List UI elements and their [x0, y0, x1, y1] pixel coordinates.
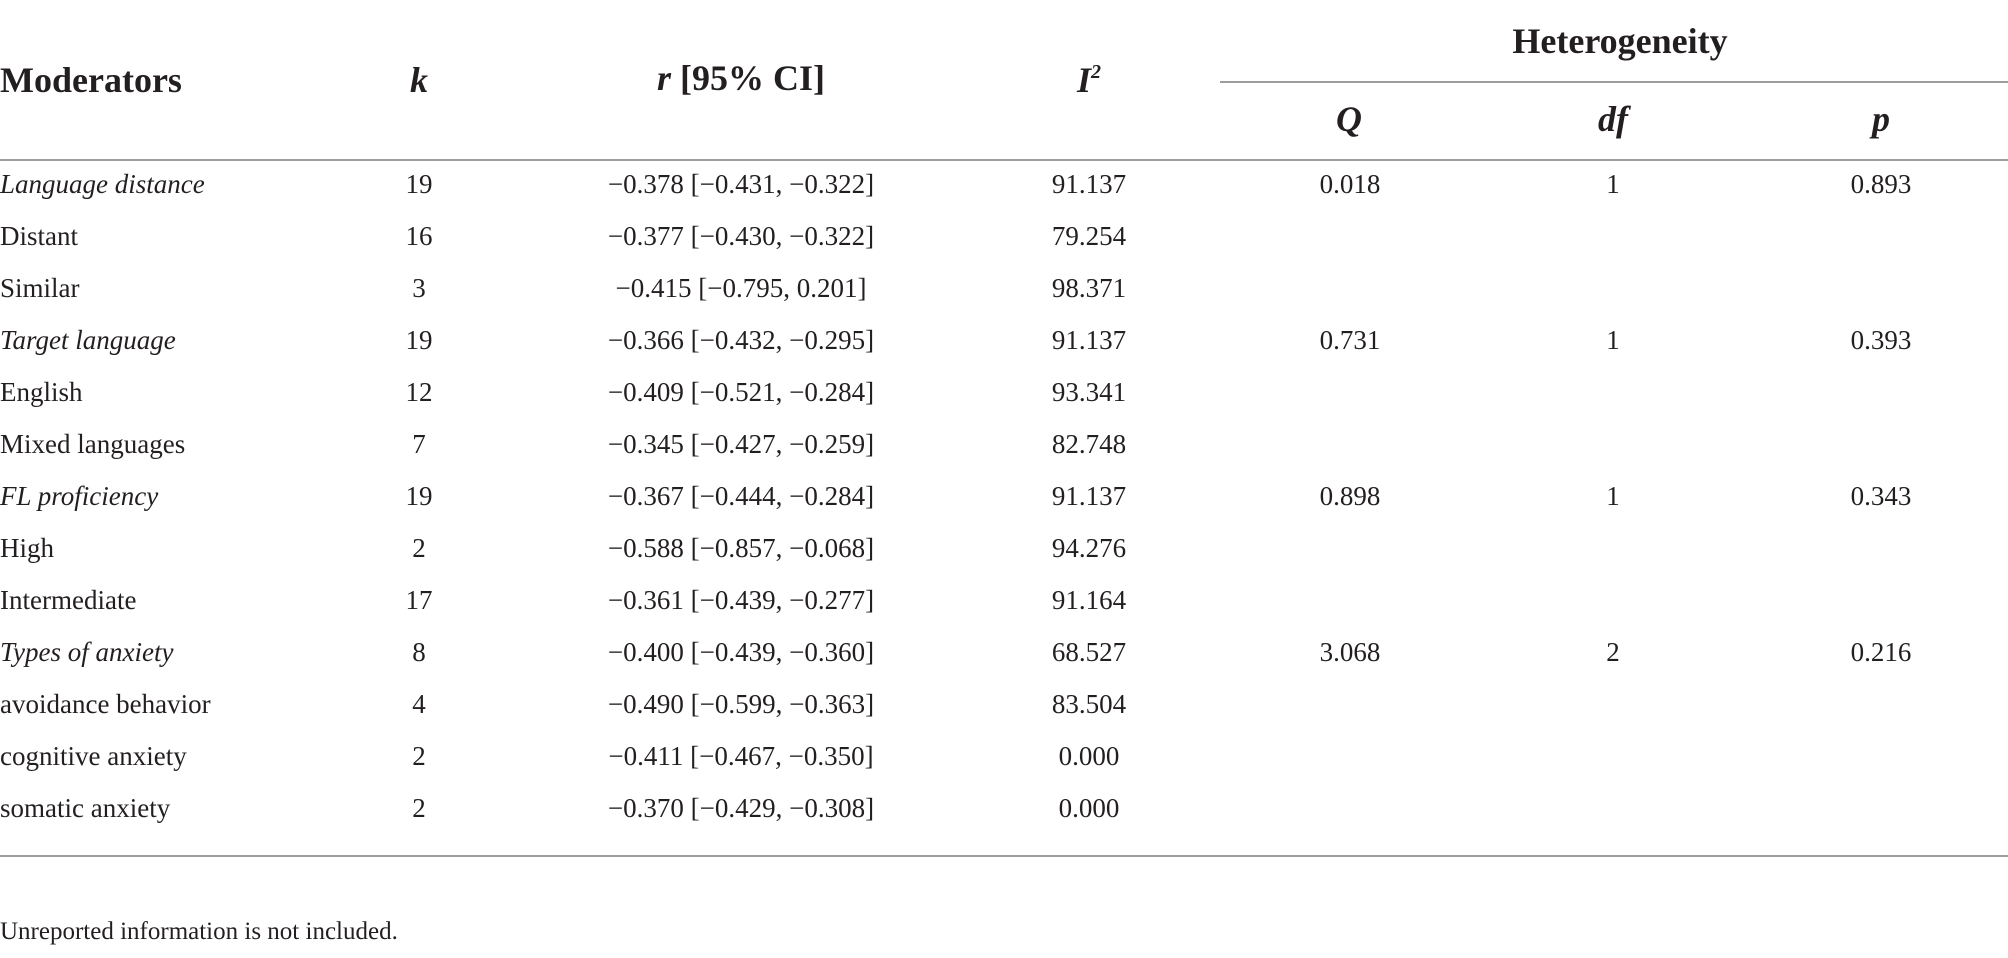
i2-cell: 91.137: [1051, 169, 1127, 199]
table-row: [0, 587, 2008, 639]
r-ci-cell: −0.361 [−0.439, −0.277]: [607, 585, 875, 615]
table-row: [0, 171, 2008, 223]
moderator-cell: Similar: [0, 273, 80, 303]
header-k-label: k: [410, 60, 428, 100]
header-moderators: Moderators: [0, 60, 182, 100]
table-row: [0, 379, 2008, 431]
header-i2: [1077, 62, 1101, 98]
i2-cell: 91.137: [1051, 481, 1127, 511]
k-cell: 19: [405, 481, 433, 511]
table-row: [0, 743, 2008, 795]
i2-cell: 83.504: [1051, 689, 1127, 719]
r-ci-cell: −0.378 [−0.431, −0.322]: [607, 169, 875, 199]
k-cell: 16: [405, 221, 433, 251]
k-cell: 17: [405, 585, 433, 615]
bottom-rule: [0, 855, 2008, 857]
r-ci-cell: −0.588 [−0.857, −0.068]: [607, 533, 875, 563]
table-row: [0, 639, 2008, 691]
r-ci-cell: −0.400 [−0.439, −0.360]: [607, 637, 875, 667]
table-row: [0, 483, 2008, 535]
k-cell: 2: [412, 533, 426, 563]
k-cell: 19: [405, 325, 433, 355]
k-cell: 3: [412, 273, 426, 303]
i2-cell: 0.000: [1058, 793, 1120, 823]
header-q: [1336, 101, 1362, 137]
k-cell: 7: [412, 429, 426, 459]
header-i2-label: I: [1076, 60, 1092, 100]
i2-cell: 0.000: [1058, 741, 1120, 771]
r-ci-cell: −0.367 [−0.444, −0.284]: [607, 481, 875, 511]
i2-cell: 68.527: [1051, 637, 1127, 667]
moderator-cell: Distant: [0, 221, 78, 251]
moderator-cell: High: [0, 533, 54, 563]
moderator-cell: Language distance: [0, 169, 205, 199]
header-heterogeneity: Heterogeneity: [1512, 21, 1728, 61]
heterogeneity-underline: [1220, 81, 2008, 83]
r-ci-cell: −0.366 [−0.432, −0.295]: [607, 325, 875, 355]
p-cell: 0.343: [1850, 481, 1912, 511]
k-cell: 19: [405, 169, 433, 199]
r-ci-cell: −0.370 [−0.429, −0.308]: [607, 793, 875, 823]
table-row: [0, 431, 2008, 483]
header-rule: [0, 159, 2008, 161]
r-ci-cell: −0.377 [−0.430, −0.322]: [607, 221, 875, 251]
header-k: [410, 62, 428, 98]
q-cell: 0.898: [1319, 481, 1381, 511]
i2-cell: 79.254: [1051, 221, 1127, 251]
df-cell: 1: [1606, 169, 1620, 199]
i2-cell: 94.276: [1051, 533, 1127, 563]
k-cell: 2: [412, 793, 426, 823]
q-cell: 0.731: [1319, 325, 1381, 355]
header-df-label: df: [1598, 99, 1628, 139]
k-cell: 8: [412, 637, 426, 667]
i2-cell: 91.137: [1051, 325, 1127, 355]
k-cell: 4: [412, 689, 426, 719]
moderator-cell: cognitive anxiety: [0, 741, 187, 771]
i2-cell: 82.748: [1051, 429, 1127, 459]
header-p: [1872, 101, 1890, 137]
p-cell: 0.893: [1850, 169, 1912, 199]
moderator-cell: Target language: [0, 325, 176, 355]
table-row: [0, 795, 2008, 847]
df-cell: 1: [1606, 481, 1620, 511]
header-i2-superscript: 2: [1091, 61, 1102, 83]
p-cell: 0.393: [1850, 325, 1912, 355]
table-footnote: Unreported information is not included.: [0, 918, 398, 945]
table-row: [0, 327, 2008, 379]
table-row: [0, 535, 2008, 587]
r-ci-cell: −0.409 [−0.521, −0.284]: [607, 377, 875, 407]
moderator-cell: Mixed languages: [0, 429, 186, 459]
moderator-cell: Types of anxiety: [0, 637, 174, 667]
header-r-label: r: [657, 58, 672, 98]
r-ci-cell: −0.411 [−0.467, −0.350]: [608, 741, 874, 771]
k-cell: 12: [405, 377, 433, 407]
header-ci-label: [95% CI]: [671, 58, 825, 98]
i2-cell: 91.164: [1051, 585, 1127, 615]
i2-cell: 98.371: [1051, 273, 1127, 303]
header-df: [1598, 101, 1628, 137]
moderator-cell: somatic anxiety: [0, 793, 171, 823]
moderator-cell: avoidance behavior: [0, 689, 211, 719]
k-cell: 2: [412, 741, 426, 771]
q-cell: 3.068: [1319, 637, 1381, 667]
moderator-cell: English: [0, 377, 83, 407]
header-r-ci: [657, 60, 825, 96]
header-p-label: p: [1872, 99, 1890, 139]
df-cell: 2: [1606, 637, 1620, 667]
r-ci-cell: −0.345 [−0.427, −0.259]: [607, 429, 875, 459]
q-cell: 0.018: [1319, 169, 1381, 199]
table-row: [0, 275, 2008, 327]
r-ci-cell: −0.490 [−0.599, −0.363]: [607, 689, 875, 719]
p-cell: 0.216: [1850, 637, 1912, 667]
moderator-cell: Intermediate: [0, 585, 137, 615]
df-cell: 1: [1606, 325, 1620, 355]
i2-cell: 93.341: [1051, 377, 1127, 407]
r-ci-cell: −0.415 [−0.795, 0.201]: [615, 273, 867, 303]
moderator-cell: FL proficiency: [0, 481, 159, 511]
table-row: [0, 223, 2008, 275]
header-q-label: Q: [1336, 99, 1362, 139]
table-row: [0, 691, 2008, 743]
